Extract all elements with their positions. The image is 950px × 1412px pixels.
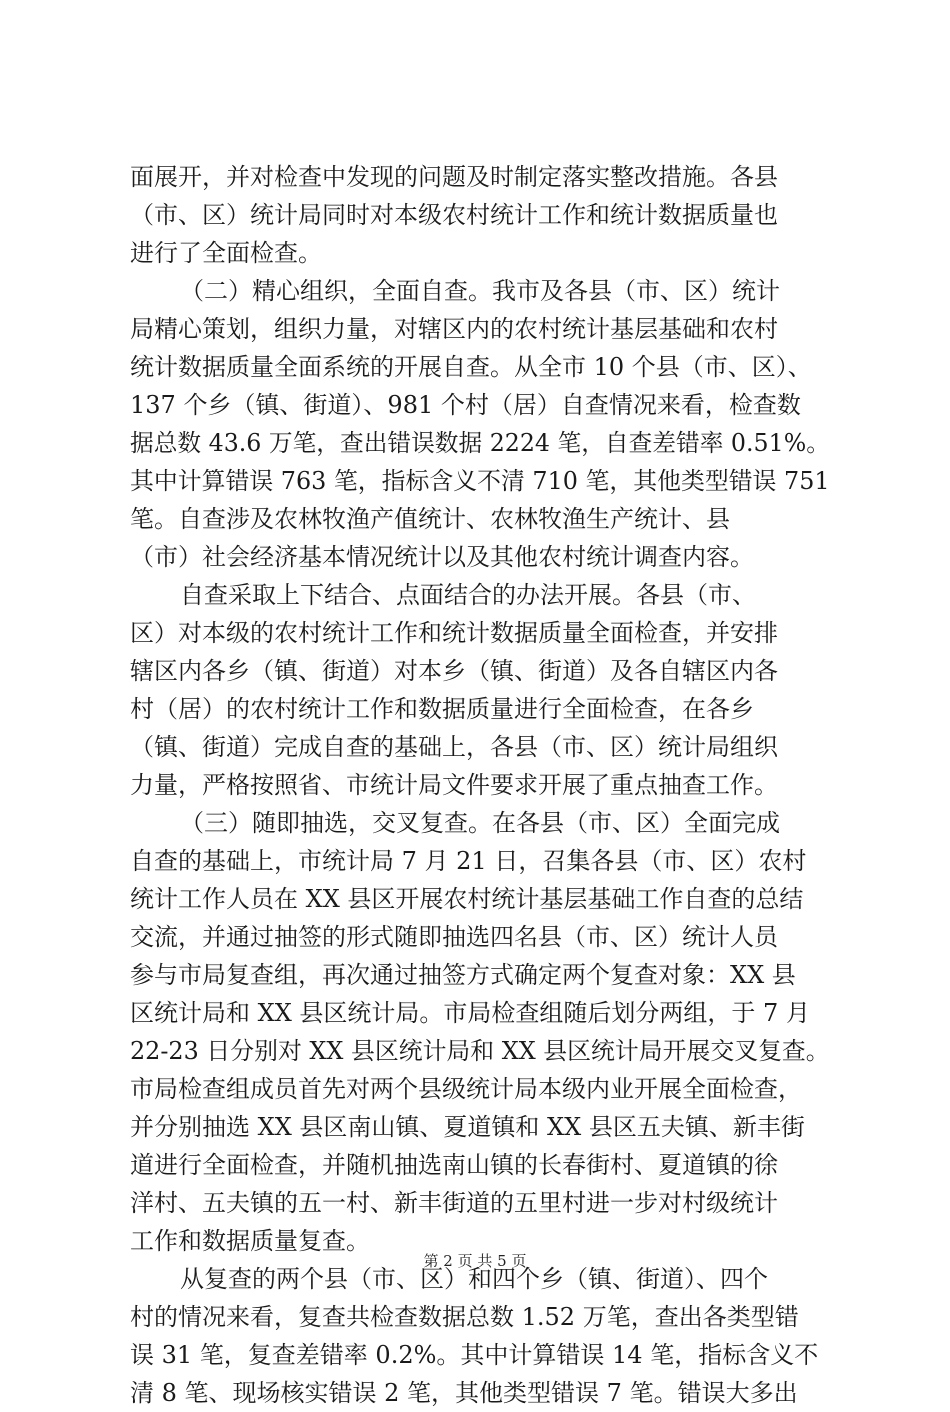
text-line: 从复查的两个县（市、区）和四个乡（镇、街道）、四个 [180,1265,768,1293]
text-line: 清 8 笔、现场核实错误 2 笔，其他类型错误 7 笔。错误大多出 [130,1379,798,1407]
text-line: 并分别抽选 XX 县区南山镇、夏道镇和 XX 县区五夫镇、新丰街 [130,1113,805,1141]
text-line: 区）对本级的农村统计工作和统计数据质量全面检查，并安排 [130,619,778,647]
text-line: 自查采取上下结合、点面结合的办法开展。各县（市、 [180,581,756,609]
text-line: 工作和数据质量复查。 [130,1227,370,1255]
text-line: 137 个乡（镇、街道）、981 个村（居）自查情况来看，检查数 [130,391,801,419]
page-footer: 第 2 页 共 5 页 [423,1252,527,1270]
text-line: 统计数据质量全面系统的开展自查。从全市 10 个县（市、区）、 [130,353,812,381]
text-line: 笔。自查涉及农林牧渔产值统计、农林牧渔生产统计、县 [130,505,730,533]
text-line: 村的情况来看，复查共检查数据总数 1.52 万笔，查出各类型错 [130,1303,799,1331]
text-line: 22-23 日分别对 XX 县区统计局和 XX 县区统计局开展交叉复查。 [130,1037,830,1065]
text-line: 辖区内各乡（镇、街道）对本乡（镇、街道）及各自辖区内各 [130,657,778,685]
document-body [130,158,830,1412]
text-line: 自查的基础上，市统计局 7 月 21 日，召集各县（市、区）农村 [130,847,807,875]
text-line: 参与市局复查组，再次通过抽签方式确定两个复查对象：XX 县 [130,961,796,989]
text-line: 区统计局和 XX 县区统计局。市局检查组随后划分两组，于 7 月 [130,999,810,1027]
text-line: 交流，并通过抽签的形式随即抽选四名县（市、区）统计人员 [130,923,778,951]
text-line: 面展开，并对检查中发现的问题及时制定落实整改措施。各县 [130,163,778,191]
text-line: （镇、街道）完成自查的基础上，各县（市、区）统计局组织 [130,733,778,761]
text-line: 局精心策划，组织力量，对辖区内的农村统计基层基础和农村 [130,315,778,343]
text-line: 据总数 43.6 万笔，查出错误数据 2224 笔，自查差错率 0.51%。 [130,429,830,457]
text-line: 其中计算错误 763 笔，指标含义不清 710 笔，其他类型错误 751 [130,467,830,495]
text-line: （三）随即抽选，交叉复查。在各县（市、区）全面完成 [180,809,780,837]
text-line: （市、区）统计局同时对本级农村统计工作和统计数据质量也 [130,201,778,229]
text-line: （二）精心组织，全面自查。我市及各县（市、区）统计 [180,277,780,305]
text-line: 误 31 笔，复查差错率 0.2%。其中计算错误 14 笔，指标含义不 [130,1341,819,1369]
text-line: 道进行全面检查，并随机抽选南山镇的长春街村、夏道镇的徐 [130,1151,778,1179]
text-line: 进行了全面检查。 [130,239,322,267]
text-line: 市局检查组成员首先对两个县级统计局本级内业开展全面检查， [130,1075,802,1103]
text-line: 村（居）的农村统计工作和数据质量进行全面检查，在各乡 [130,695,754,723]
text-line: 统计工作人员在 XX 县区开展农村统计基层基础工作自查的总结 [130,885,804,913]
text-line: （市）社会经济基本情况统计以及其他农村统计调查内容。 [130,543,754,571]
text-line: 洋村、五夫镇的五一村、新丰街道的五里村进一步对村级统计 [130,1189,778,1217]
text-line: 力量，严格按照省、市统计局文件要求开展了重点抽查工作。 [130,771,778,799]
